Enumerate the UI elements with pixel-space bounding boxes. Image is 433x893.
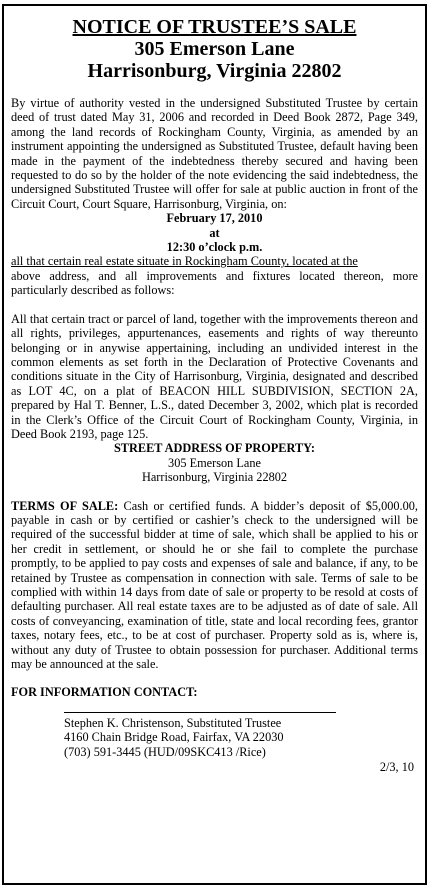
street-address-line1: 305 Emerson Lane <box>168 455 261 470</box>
contact-heading: FOR INFORMATION CONTACT: <box>11 685 198 700</box>
sale-date: February 17, 2010 <box>166 211 263 226</box>
property-city-heading: Harrisonburg, Virginia 22802 <box>87 60 342 82</box>
terms-paragraph <box>11 499 418 672</box>
signature-line <box>64 712 336 713</box>
terms-text: Cash or certified funds. A bidder’s deposit of $5,000.00, payable in cash or by certified or cashier’s check to the undersigned will be required of the successful bidder at time of sale, which shall be applied to his or her credit in settlement, or should he or she fail to complete the purchase promptly, to be applied to pay costs and expenses of sale and balance, if any, to be retained by Trustee as compensation in connection with sale. Terms of sale to be complied with within 14 days from date of sale or property to be resold at costs of defaulting purchaser. All real estate taxes are to be adjusted as of date of sale. All costs of conveyancing, examination of title, state and local recording fees, grantor taxes, notary fees, etc., to be at cost of purchaser. Property sold as is, where is, without any duty of Trustee to obtain possession for purchaser. Additional terms may be announced at the sale. <box>11 498 418 672</box>
terms-label: TERMS OF SALE: <box>11 498 119 513</box>
street-address-line2: Harrisonburg, Virginia 22802 <box>141 470 288 485</box>
intro-paragraph: By virtue of authority vested in the undersigned Substituted Trustee by certain deed of trust dated May 31, 2006 and recorded in Deed Book 2872, Page 349, among the land records of Rockingham County, Virginia, as amended by an instrument appointing the undersigned as Substituted Trustee, default having been made in the payment of the indebtedness thereby secured and having been requested to do so by the holder of the note evidencing the said indebtedness, the undersigned Substituted Trustee will offer for sale at public auction in front of the Circuit Court, Court Square, Harrisonburg, Virginia, on: <box>11 96 418 211</box>
trustee-sale-notice <box>2 4 427 885</box>
underlined-text: all that certain real estate situate in Rockingham County, located at the <box>11 254 358 269</box>
street-address-heading: STREET ADDRESS OF PROPERTY: <box>113 441 316 456</box>
contact-address: 4160 Chain Bridge Road, Fairfax, VA 22030 <box>64 730 284 745</box>
publication-dates: 2/3, 10 <box>379 760 414 775</box>
property-intro-underlined <box>11 254 418 268</box>
property-street-heading: 305 Emerson Lane <box>134 38 295 60</box>
notice-title: NOTICE OF TRUSTEE’S SALE <box>72 16 357 38</box>
property-intro-continuation: above address, and all improvements and fixtures located thereon, more particularly described as follows: <box>11 268 418 298</box>
contact-phone: (703) 591-3445 (HUD/09SKC413 /Rice) <box>64 744 266 759</box>
sale-at: at <box>209 225 220 240</box>
legal-description-paragraph: All that certain tract or parcel of land, together with the improvements thereon and all rights, privileges, appurtenances, easements and rights of way thereunto belonging or in anywise appertaining, including an undivided interest in the common elements as set forth in the Declaration of Protective Covenants and conditions situate in the City of Harrisonburg, Virginia, designated and described as LOT 4C, on a plat of BEACON HILL SUBDIVISION, SECTION 2A, prepared by Hal T. Benner, L.S., dated December 3, 2002, which plat is recorded in the Clerk’s Office of the Circuit Court of Rockingham County, Virginia, in Deed Book 2193, page 125. <box>11 311 418 441</box>
sale-time: 12:30 o’clock p.m. <box>166 240 263 255</box>
contact-name: Stephen K. Christenson, Substituted Trustee <box>64 715 282 730</box>
